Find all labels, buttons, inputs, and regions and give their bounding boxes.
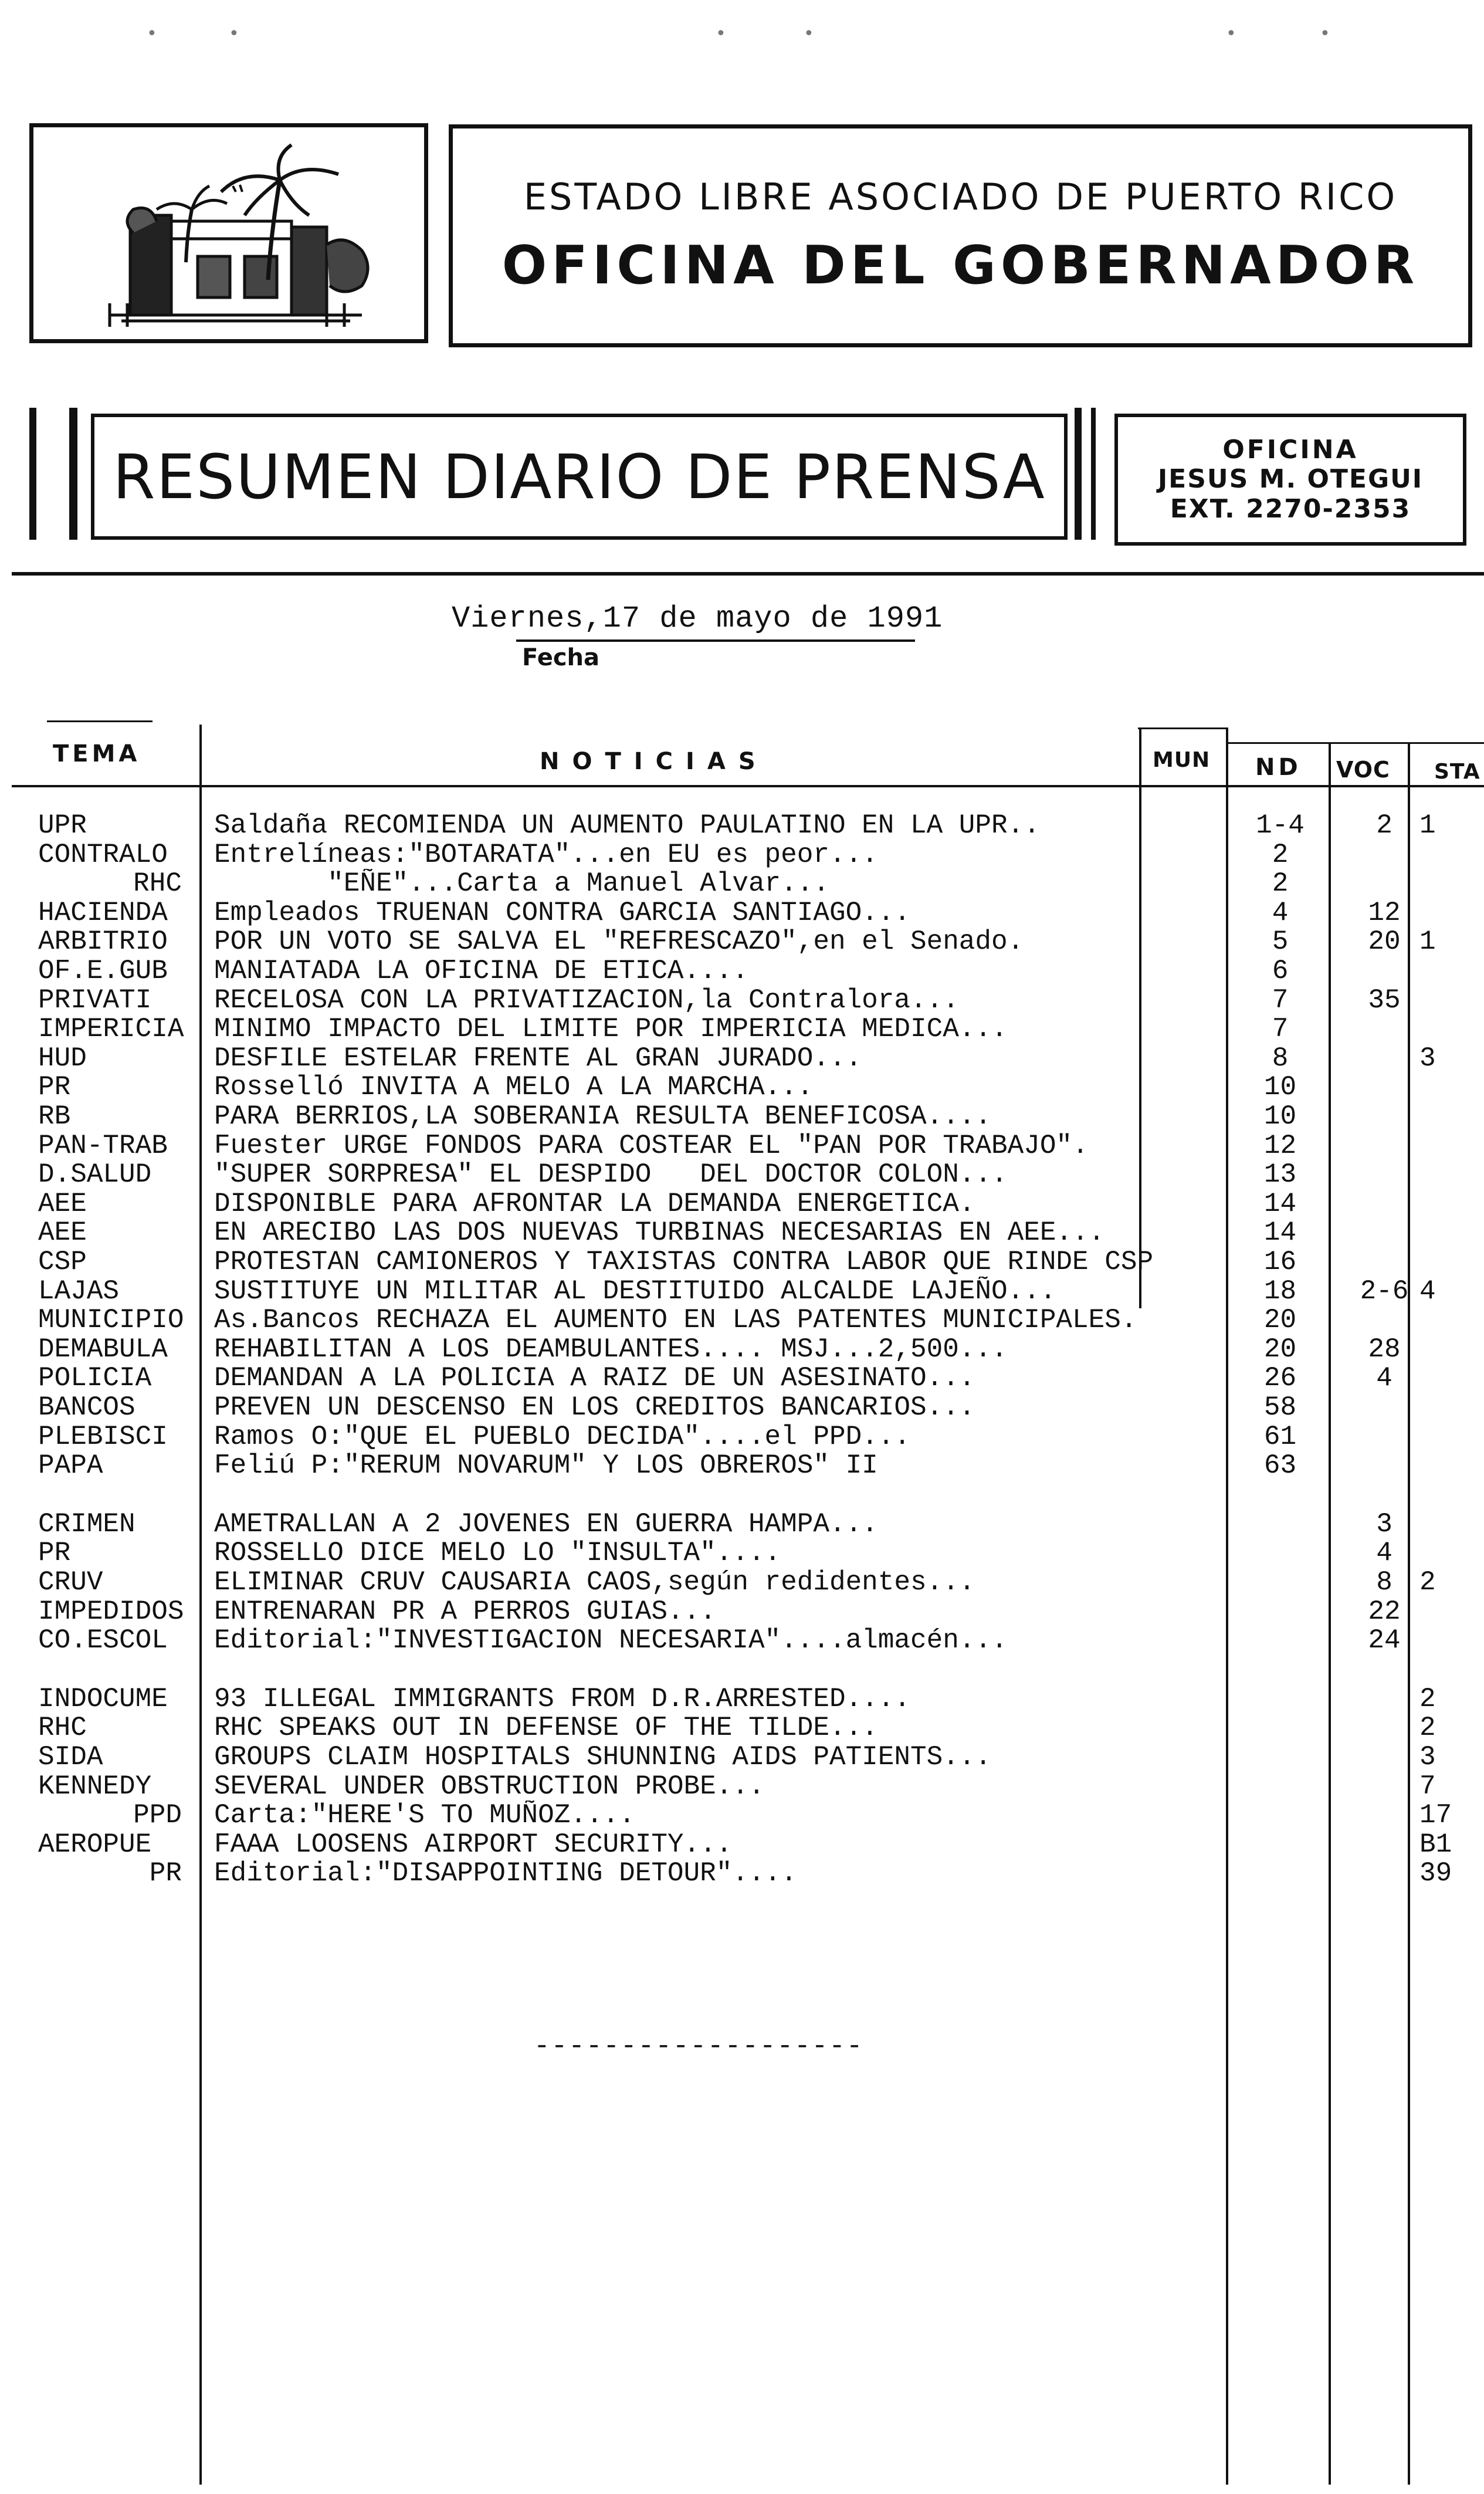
col-header-nd: ND bbox=[1255, 754, 1302, 781]
row-sta bbox=[1419, 1305, 1475, 1335]
row-nd: 5 bbox=[1272, 926, 1289, 957]
table-top-short-line bbox=[47, 720, 153, 722]
row-sta: 2 bbox=[1419, 1713, 1436, 1743]
left-bar bbox=[69, 408, 77, 540]
row-nd: 1-4 bbox=[1256, 810, 1305, 841]
scan-dot: • bbox=[804, 23, 814, 44]
row-tema: CRUV bbox=[38, 1568, 103, 1597]
right-bar bbox=[1091, 408, 1096, 540]
date-underline bbox=[516, 639, 915, 642]
row-noticia: Entrelíneas:"BOTARATA"...en EU es peor... bbox=[214, 840, 878, 869]
row-nd bbox=[1235, 1510, 1326, 1539]
row-tema: MUNICIPIO bbox=[38, 1305, 184, 1335]
row-sta: 3 bbox=[1419, 1043, 1436, 1074]
row-voc: 2 bbox=[1376, 810, 1392, 841]
row-sta bbox=[1419, 1131, 1475, 1160]
row-noticia: RHC SPEAKS OUT IN DEFENSE OF THE TILDE... bbox=[214, 1713, 878, 1742]
col-divider-tema bbox=[199, 725, 202, 2485]
row-tema: PRIVATI bbox=[38, 986, 152, 1015]
row-nd: 16 bbox=[1263, 1247, 1297, 1277]
row-sta: 17 bbox=[1419, 1800, 1452, 1830]
header-divider bbox=[12, 572, 1484, 576]
row-tema: CRIMEN bbox=[38, 1510, 135, 1539]
fortaleza-drawing-icon bbox=[33, 127, 424, 339]
row-noticia: PROTESTAN CAMIONEROS Y TAXISTAS CONTRA LABOR QUE RINDE CSP bbox=[214, 1247, 1154, 1277]
row-voc: 22 bbox=[1368, 1596, 1401, 1627]
row-tema: RB bbox=[38, 1102, 71, 1131]
row-sta bbox=[1419, 1422, 1475, 1451]
row-nd bbox=[1235, 1742, 1326, 1772]
row-noticia: PREVEN UN DESCENSO EN LOS CREDITOS BANCARIOS... bbox=[214, 1393, 975, 1422]
row-nd: 7 bbox=[1272, 1014, 1289, 1044]
row-sta bbox=[1419, 869, 1475, 898]
row-noticia: "EÑE"...Carta a Manuel Alvar... bbox=[214, 869, 829, 898]
row-sta bbox=[1419, 898, 1475, 928]
row-noticia: Fuester URGE FONDOS PARA COSTEAR EL "PAN POR TRABAJO". bbox=[214, 1131, 1089, 1160]
row-tema: SIDA bbox=[38, 1742, 103, 1772]
row-nd: 18 bbox=[1263, 1276, 1297, 1307]
row-sta bbox=[1419, 1538, 1475, 1568]
row-tema: AEE bbox=[38, 1218, 87, 1247]
row-noticia: DESFILE ESTELAR FRENTE AL GRAN JURADO... bbox=[214, 1044, 862, 1073]
row-tema: INDOCUME bbox=[38, 1684, 168, 1714]
row-sta bbox=[1419, 1014, 1475, 1044]
scan-dot: • bbox=[1226, 23, 1236, 44]
row-sta: 4 bbox=[1419, 1276, 1436, 1307]
row-noticia: Rosselló INVITA A MELO A LA MARCHA... bbox=[214, 1072, 814, 1102]
row-nd: 14 bbox=[1263, 1217, 1297, 1248]
row-tema: D.SALUD bbox=[38, 1160, 152, 1189]
row-nd: 6 bbox=[1272, 956, 1289, 986]
row-tema: PAPA bbox=[38, 1451, 103, 1480]
row-sta bbox=[1419, 1597, 1475, 1626]
row-tema: AEROPUE bbox=[38, 1830, 152, 1859]
row-sta: B1 bbox=[1419, 1829, 1452, 1860]
row-voc: 4 bbox=[1376, 1363, 1392, 1393]
row-sta: 7 bbox=[1419, 1771, 1436, 1802]
row-noticia: MINIMO IMPACTO DEL LIMITE POR IMPERICIA MEDICA... bbox=[214, 1014, 1008, 1044]
row-tema: PPD bbox=[133, 1801, 182, 1830]
row-sta bbox=[1419, 1160, 1475, 1189]
row-nd bbox=[1235, 1568, 1326, 1597]
row-noticia: REHABILITAN A LOS DEAMBULANTES.... MSJ...2,500... bbox=[214, 1335, 1008, 1364]
right-bar bbox=[1075, 408, 1082, 540]
row-tema: RHC bbox=[133, 869, 182, 898]
row-noticia: DEMANDAN A LA POLICIA A RAIZ DE UN ASESINATO... bbox=[214, 1363, 975, 1393]
row-sta: 3 bbox=[1419, 1742, 1436, 1772]
row-tema: AEE bbox=[38, 1189, 87, 1219]
row-noticia: SEVERAL UNDER OBSTRUCTION PROBE... bbox=[214, 1772, 765, 1801]
mun-top-line bbox=[1138, 727, 1227, 729]
row-tema: CSP bbox=[38, 1247, 87, 1277]
row-sta bbox=[1419, 840, 1475, 869]
row-nd: 13 bbox=[1263, 1159, 1297, 1190]
row-noticia: Feliú P:"RERUM NOVARUM" Y LOS OBREROS" II bbox=[214, 1451, 878, 1480]
row-sta bbox=[1419, 1072, 1475, 1102]
scan-dot: • bbox=[1320, 23, 1330, 44]
row-tema: IMPEDIDOS bbox=[38, 1597, 184, 1626]
row-voc: 24 bbox=[1368, 1625, 1401, 1656]
row-nd: 2 bbox=[1272, 840, 1289, 870]
row-tema: OF.E.GUB bbox=[38, 956, 168, 986]
row-nd: 4 bbox=[1272, 898, 1289, 928]
row-nd: 58 bbox=[1263, 1392, 1297, 1423]
row-noticia: PARA BERRIOS,LA SOBERANIA RESULTA BENEFICOSA.... bbox=[214, 1102, 992, 1131]
scan-dot: • bbox=[147, 23, 157, 44]
col-header-mun: MUN bbox=[1153, 748, 1211, 772]
row-noticia: Saldaña RECOMIENDA UN AUMENTO PAULATINO EN LA UPR.. bbox=[214, 811, 1040, 840]
footer-dashes: ------------------- bbox=[534, 2031, 864, 2062]
row-noticia: DISPONIBLE PARA AFRONTAR LA DEMANDA ENERGETICA. bbox=[214, 1189, 975, 1219]
col-header-noticias: NOTICIAS bbox=[540, 748, 768, 775]
row-noticia: POR UN VOTO SE SALVA EL "REFRESCAZO",en el Senado. bbox=[214, 927, 1024, 956]
row-nd: 20 bbox=[1263, 1305, 1297, 1335]
resumen-title: RESUMEN DIARIO DE PRENSA bbox=[113, 441, 1046, 513]
row-noticia: RECELOSA CON LA PRIVATIZACION,la Contralora... bbox=[214, 986, 959, 1015]
row-sta bbox=[1419, 1626, 1475, 1655]
row-tema: RHC bbox=[38, 1713, 87, 1742]
row-noticia: Empleados TRUENAN CONTRA GARCIA SANTIAGO... bbox=[214, 898, 910, 928]
row-sta bbox=[1419, 986, 1475, 1015]
nd-voc-top-line bbox=[1226, 742, 1484, 744]
row-voc: 2-6 bbox=[1360, 1276, 1409, 1307]
row-noticia: EN ARECIBO LAS DOS NUEVAS TURBINAS NECESARIAS EN AEE... bbox=[214, 1218, 1105, 1247]
row-sta bbox=[1419, 1510, 1475, 1539]
row-nd: 12 bbox=[1263, 1131, 1297, 1161]
row-nd: 63 bbox=[1263, 1450, 1297, 1481]
row-tema: LAJAS bbox=[38, 1277, 120, 1306]
row-tema: HACIENDA bbox=[38, 898, 168, 928]
row-tema: UPR bbox=[38, 811, 87, 840]
row-nd bbox=[1235, 1684, 1326, 1714]
row-voc: 35 bbox=[1368, 985, 1401, 1016]
row-sta bbox=[1419, 1393, 1475, 1422]
col-header-tema: TEMA bbox=[53, 740, 141, 767]
row-noticia: AMETRALLAN A 2 JOVENES EN GUERRA HAMPA... bbox=[214, 1510, 878, 1539]
oficina-label: OFICINA bbox=[1222, 434, 1358, 465]
row-voc: 3 bbox=[1376, 1509, 1392, 1539]
row-nd bbox=[1235, 1713, 1326, 1742]
row-noticia: "SUPER SORPRESA" EL DESPIDO DEL DOCTOR COLON... bbox=[214, 1160, 1008, 1189]
row-tema: PLEBISCI bbox=[38, 1422, 168, 1451]
row-nd: 26 bbox=[1263, 1363, 1297, 1393]
row-tema: ARBITRIO bbox=[38, 927, 168, 956]
date-label: Fecha bbox=[522, 644, 600, 671]
row-sta bbox=[1419, 1335, 1475, 1364]
row-noticia: MANIATADA LA OFICINA DE ETICA.... bbox=[214, 956, 748, 986]
row-tema: HUD bbox=[38, 1044, 87, 1073]
row-tema: KENNEDY bbox=[38, 1772, 152, 1801]
row-nd bbox=[1235, 1597, 1326, 1626]
row-nd: 61 bbox=[1263, 1422, 1297, 1452]
row-voc: 8 bbox=[1376, 1567, 1392, 1598]
fortaleza-logo bbox=[29, 123, 428, 343]
row-sta bbox=[1419, 1247, 1475, 1277]
oficina-contact-box bbox=[1114, 414, 1466, 546]
row-nd: 7 bbox=[1272, 985, 1289, 1016]
row-sta bbox=[1419, 1189, 1475, 1219]
scan-dot: • bbox=[229, 23, 239, 44]
row-sta bbox=[1419, 956, 1475, 986]
row-noticia: ENTRENARAN PR A PERROS GUIAS... bbox=[214, 1597, 716, 1626]
col-header-voc: VOC bbox=[1336, 757, 1390, 783]
col-divider-mun-right bbox=[1226, 727, 1228, 2485]
row-noticia: ROSSELLO DICE MELO LO "INSULTA".... bbox=[214, 1538, 781, 1568]
resumen-box bbox=[91, 414, 1068, 540]
row-noticia: 93 ILLEGAL IMMIGRANTS FROM D.R.ARRESTED.... bbox=[214, 1684, 910, 1714]
header-title-box bbox=[449, 124, 1472, 347]
row-nd bbox=[1235, 1801, 1326, 1830]
row-noticia: GROUPS CLAIM HOSPITALS SHUNNING AIDS PATIENTS... bbox=[214, 1742, 992, 1772]
row-noticia: Ramos O:"QUE EL PUEBLO DECIDA"....el PPD... bbox=[214, 1422, 910, 1451]
row-tema: CONTRALO bbox=[38, 840, 168, 869]
row-sta: 2 bbox=[1419, 1684, 1436, 1714]
header-line1: ESTADO LIBRE ASOCIADO DE PUERTO RICO bbox=[523, 175, 1398, 218]
row-sta: 1 bbox=[1419, 810, 1436, 841]
row-sta bbox=[1419, 1218, 1475, 1247]
row-noticia: Editorial:"INVESTIGACION NECESARIA"....almacén... bbox=[214, 1626, 1008, 1655]
row-nd bbox=[1235, 1859, 1326, 1888]
row-noticia: ELIMINAR CRUV CAUSARIA CAOS,según redidentes... bbox=[214, 1568, 975, 1597]
row-sta bbox=[1419, 1363, 1475, 1393]
row-noticia: SUSTITUYE UN MILITAR AL DESTITUIDO ALCALDE LAJEÑO... bbox=[214, 1277, 1056, 1306]
row-nd: 20 bbox=[1263, 1334, 1297, 1365]
oficina-name: JESUS M. OTEGUI bbox=[1157, 464, 1424, 495]
row-tema: DEMABULA bbox=[38, 1335, 168, 1364]
row-noticia: Editorial:"DISAPPOINTING DETOUR".... bbox=[214, 1859, 797, 1888]
scan-dot: • bbox=[716, 23, 726, 44]
row-nd bbox=[1235, 1830, 1326, 1859]
row-nd bbox=[1235, 1772, 1326, 1801]
row-nd bbox=[1235, 1538, 1326, 1568]
row-nd: 8 bbox=[1272, 1043, 1289, 1074]
row-voc: 4 bbox=[1376, 1538, 1392, 1568]
date-value: Viernes,17 de mayo de 1991 bbox=[452, 601, 943, 636]
row-sta: 2 bbox=[1419, 1567, 1436, 1598]
header-line2: OFICINA DEL GOBERNADOR bbox=[502, 235, 1419, 296]
row-nd: 10 bbox=[1263, 1101, 1297, 1132]
row-noticia: Carta:"HERE'S TO MUÑOZ.... bbox=[214, 1801, 635, 1830]
row-nd bbox=[1235, 1626, 1326, 1655]
row-tema: PR bbox=[38, 1538, 71, 1568]
row-tema: BANCOS bbox=[38, 1393, 135, 1422]
col-header-sta: STA bbox=[1434, 760, 1480, 784]
row-tema: IMPERICIA bbox=[38, 1014, 184, 1044]
row-nd: 2 bbox=[1272, 868, 1289, 899]
row-tema: PR bbox=[38, 1072, 71, 1102]
row-nd: 10 bbox=[1263, 1072, 1297, 1102]
row-voc: 12 bbox=[1368, 898, 1401, 928]
row-voc: 20 bbox=[1368, 926, 1401, 957]
left-bar bbox=[29, 408, 36, 540]
row-sta: 1 bbox=[1419, 926, 1436, 957]
row-nd: 14 bbox=[1263, 1189, 1297, 1219]
row-tema: PAN-TRAB bbox=[38, 1131, 168, 1160]
row-tema: POLICIA bbox=[38, 1363, 152, 1393]
row-noticia: FAAA LOOSENS AIRPORT SECURITY... bbox=[214, 1830, 733, 1859]
row-voc: 28 bbox=[1368, 1334, 1401, 1365]
row-sta bbox=[1419, 1451, 1475, 1480]
row-noticia: As.Bancos RECHAZA EL AUMENTO EN LAS PATENTES MUNICIPALES. bbox=[214, 1305, 1137, 1335]
row-sta: 39 bbox=[1419, 1858, 1452, 1889]
row-tema: CO.ESCOL bbox=[38, 1626, 168, 1655]
table-header-line bbox=[12, 785, 1484, 787]
row-tema: PR bbox=[149, 1859, 182, 1888]
oficina-ext: EXT. 2270-2353 bbox=[1170, 493, 1411, 524]
row-sta bbox=[1419, 1102, 1475, 1131]
